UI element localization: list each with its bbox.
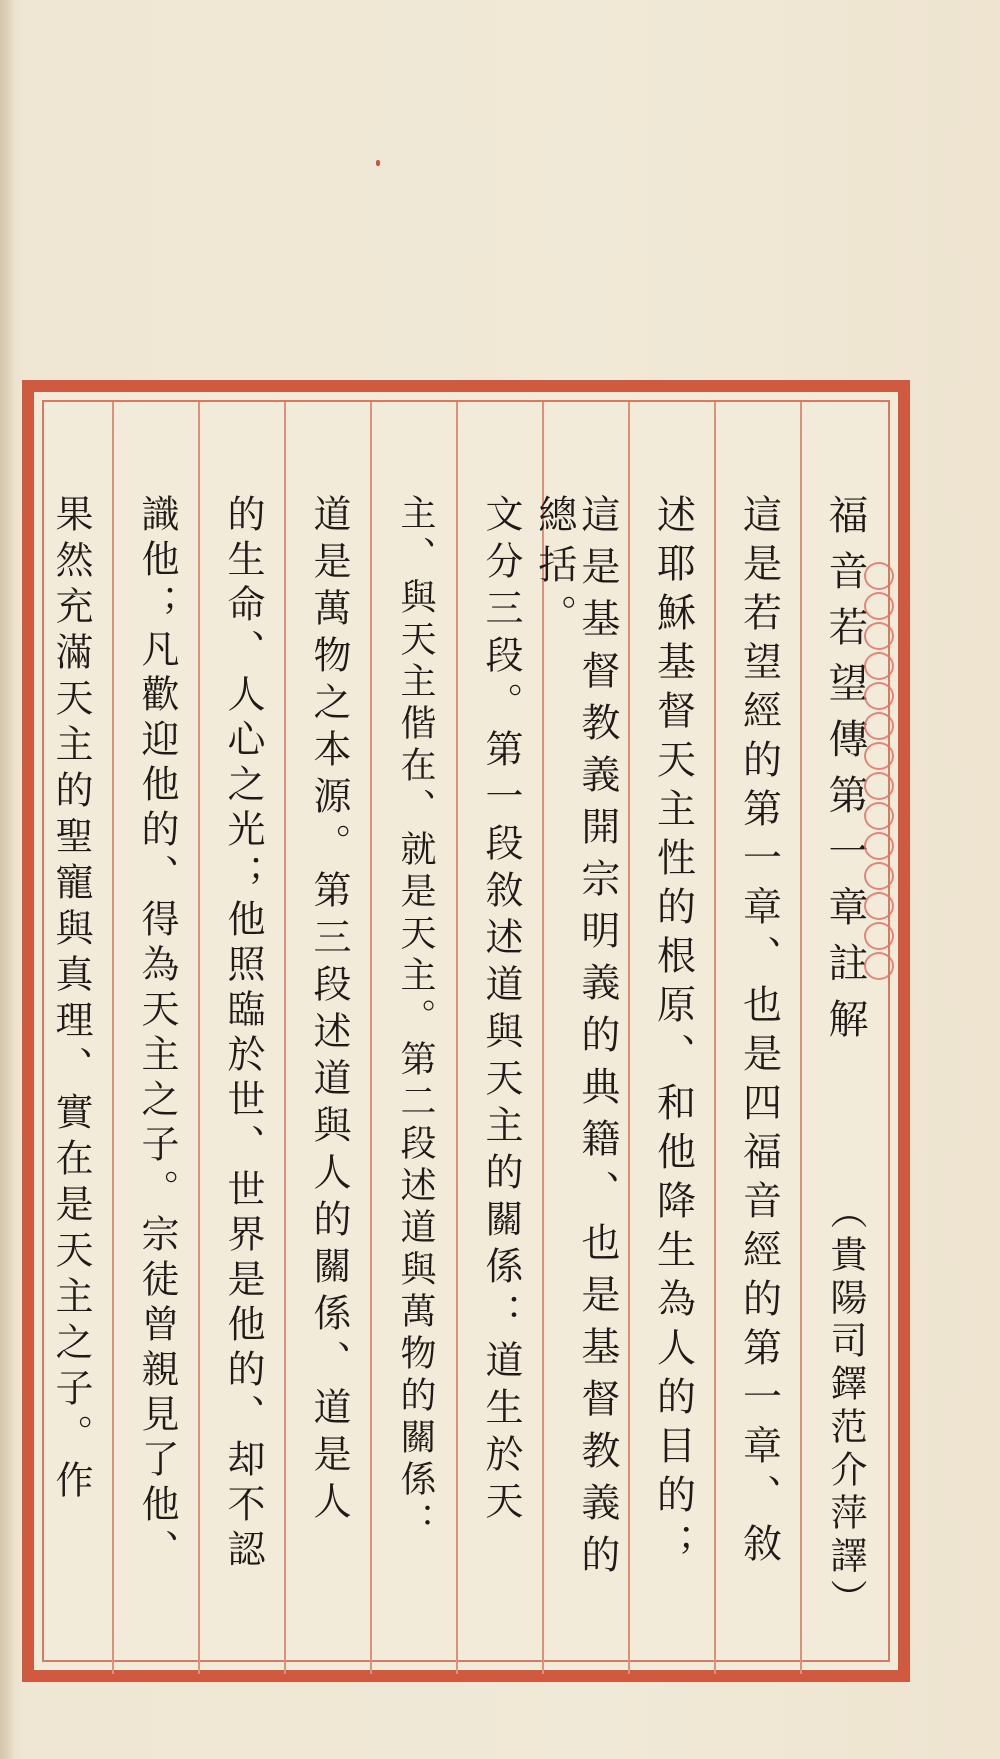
- text-line: 的生命、人心之光；他照臨於世、世界是他的、却不認: [221, 494, 265, 1574]
- text-column-8: [114, 402, 200, 1674]
- text-line: 道是萬物之本源。第三段述道與人的關係、道是人: [307, 494, 351, 1528]
- text-column-3: [531, 402, 630, 1674]
- title-column: [802, 402, 888, 1674]
- text-line: 述耶穌基督天主性的根原、和他降生為人的目的；: [650, 494, 696, 1572]
- text-line: 這是若望經的第一章、也是四福音經的第一章、敘: [736, 494, 782, 1572]
- text-column-5: [372, 402, 458, 1674]
- text-column-1: [716, 402, 802, 1674]
- text-line: 果然充滿天主的聖寵與真理、實在是天主之子。作: [49, 494, 93, 1506]
- text-column-4: [458, 402, 544, 1674]
- text-column-2: [630, 402, 716, 1674]
- text-column-7: [200, 402, 286, 1674]
- page-title: 福音若望傳第一章註解: [822, 494, 868, 1054]
- text-line: 總括。: [531, 494, 577, 644]
- text-line: 主、與天主偕在、就是天主。第二段述道與萬物的關係：: [395, 494, 436, 1544]
- text-line: 識他；凡歡迎他的、得為天主之子。宗徒曾親見了他、: [135, 494, 179, 1574]
- text-column-9: [28, 402, 114, 1674]
- translator-credit: （貴陽司鐸范介萍譯）: [824, 1192, 867, 1622]
- text-line: 這是基督教義開宗明義的典籍、也是基督教義的: [574, 494, 620, 1586]
- text-frame: [22, 380, 910, 1682]
- text-line: 文分三段。第一段敘述道與天主的關係：道生於天: [479, 494, 523, 1528]
- ink-spot: [376, 160, 380, 166]
- text-grid: [42, 400, 890, 1662]
- binding-edge: [0, 0, 14, 1759]
- red-circle-marks: [864, 562, 894, 980]
- text-column-6: [286, 402, 372, 1674]
